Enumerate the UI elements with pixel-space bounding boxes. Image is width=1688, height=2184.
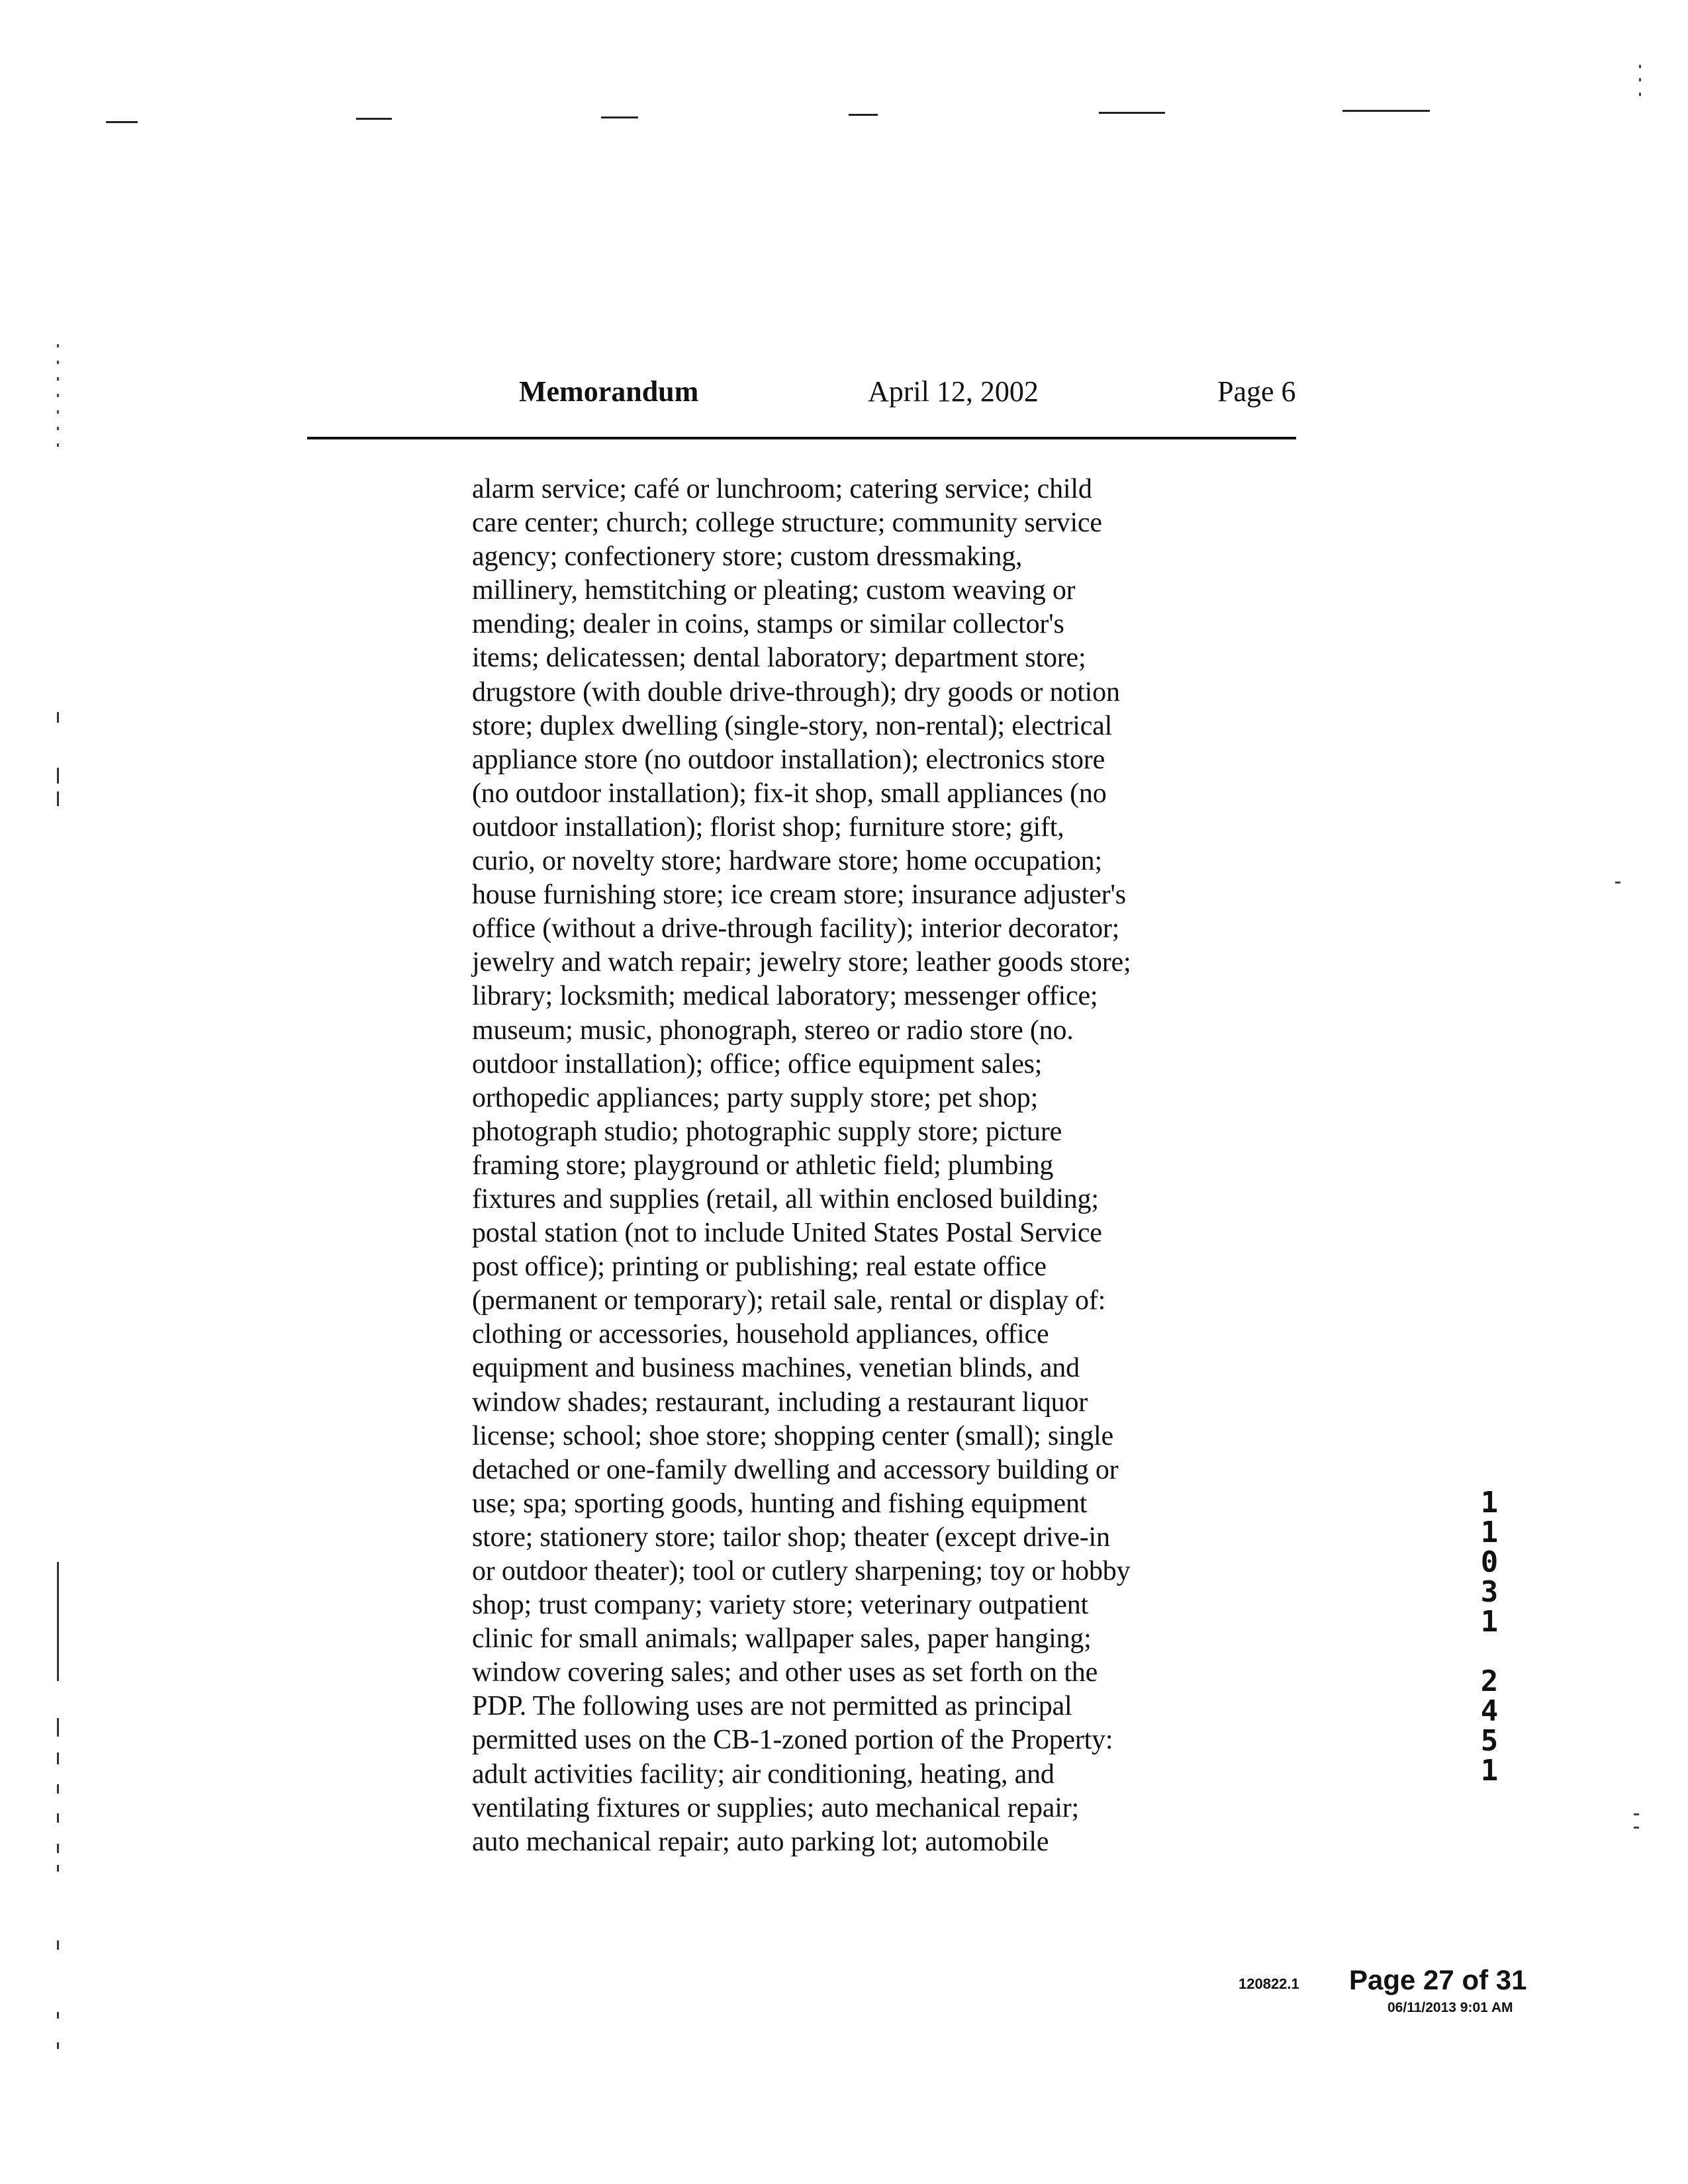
body-line: window covering sales; and other uses as set forth on the [472, 1657, 1098, 1688]
scan-mark [1342, 110, 1430, 112]
body-line: jewelry and watch repair; jewelry store; leather goods store; [472, 947, 1131, 978]
scan-mark [1639, 93, 1641, 96]
scan-mark [57, 1940, 59, 1950]
scan-mark [57, 1562, 59, 1681]
body-line: (permanent or temporary); retail sale, rental or display of: [472, 1285, 1106, 1316]
scan-mark [106, 121, 138, 123]
scan-mark [57, 712, 59, 723]
scan-mark [1634, 1827, 1639, 1829]
scan-mark [57, 1784, 59, 1794]
scan-mark [356, 118, 392, 120]
scan-mark [57, 1844, 59, 1853]
body-line: millinery, hemstitching or pleating; custom weaving or [472, 575, 1076, 606]
header-title: Memorandum [519, 375, 699, 408]
body-line: photograph studio; photographic supply store; picture [472, 1116, 1062, 1147]
body-line: care center; church; college structure; community service [472, 508, 1102, 539]
scan-mark [57, 1865, 59, 1872]
header-rule [307, 437, 1296, 439]
header-page-number: Page 6 [1217, 375, 1296, 408]
body-line: license; school; shoe store; shopping center (small); single [472, 1420, 1113, 1451]
body-line: window shades; restaurant, including a restaurant liquor [472, 1387, 1088, 1418]
body-line: auto mechanical repair; auto parking lot; automobile [472, 1826, 1049, 1857]
body-line: house furnishing store; ice cream store; insurance adjuster's [472, 880, 1126, 911]
body-line: post office); printing or publishing; real estate office [472, 1251, 1047, 1283]
scan-mark [57, 792, 59, 806]
page-counter: Page 27 of 31 [1349, 1964, 1527, 1995]
body-line: office (without a drive-through facility); interior decorator; [472, 913, 1120, 944]
body-line: fixtures and supplies (retail, all within enclosed building; [472, 1183, 1099, 1214]
body-line: alarm service; café or lunchroom; catering service; child [472, 474, 1092, 504]
document-code: 120822.1 [1239, 1976, 1299, 1992]
body-line: framing store; playground or athletic field; plumbing [472, 1150, 1054, 1181]
scan-mark [57, 377, 59, 381]
scan-mark [57, 2012, 59, 2019]
body-line: store; duplex dwelling (single-story, non-rental); electrical [472, 710, 1113, 741]
body-line: permitted uses on the CB-1-zoned portion of the Property: [472, 1725, 1113, 1756]
body-line: adult activities facility; air conditioning, heating, and [472, 1758, 1055, 1790]
body-line: items; delicatessen; dental laboratory; department store; [472, 643, 1086, 674]
body-line: equipment and business machines, venetian blinds, and [472, 1353, 1080, 1384]
scan-mark [1634, 1813, 1639, 1815]
body-paragraph [472, 473, 1187, 1859]
body-line: clinic for small animals; wallpaper sales, paper hanging; [472, 1623, 1092, 1655]
body-line: or outdoor theater); tool or cutlery sharpening; toy or hobby [472, 1556, 1131, 1586]
body-line: appliance store (no outdoor installation); electronics store [472, 744, 1105, 775]
document-number-stamp: 1 1 0 3 1 2 4 5 1 [1480, 1486, 1499, 1788]
body-line: (no outdoor installation); fix-it shop, small appliances (no [472, 778, 1107, 809]
scan-mark [1639, 65, 1641, 68]
scan-mark [601, 116, 638, 118]
body-line: orthopedic appliances; party supply store; pet shop; [472, 1082, 1039, 1113]
scan-mark [1639, 78, 1641, 81]
body-line: curio, or novelty store; hardware store; home occupation; [472, 846, 1102, 877]
print-timestamp: 06/11/2013 9:01 AM [1387, 2000, 1513, 2015]
body-line: postal station (not to include United States Postal Service [472, 1218, 1102, 1249]
body-line: PDP. The following uses are not permitted as principal [472, 1691, 1072, 1722]
scan-mark [57, 344, 59, 347]
scan-mark [1099, 112, 1165, 114]
body-line: store; stationery store; tailor shop; theater (except drive-in [472, 1522, 1110, 1553]
body-line: mending; dealer in coins, stamps or similar collector's [472, 609, 1064, 640]
body-line: drugstore (with double drive-through); dry goods or notion [472, 676, 1120, 707]
body-line: library; locksmith; medical laboratory; messenger office; [472, 981, 1098, 1012]
body-line: shop; trust company; variety store; veterinary outpatient [472, 1590, 1089, 1621]
scan-mark [57, 1752, 59, 1764]
scan-mark [57, 1718, 59, 1737]
body-line: detached or one-family dwelling and accessory building or [472, 1454, 1119, 1485]
body-line: clothing or accessories, household appliances, office [472, 1319, 1049, 1350]
body-line: ventilating fixtures or supplies; auto mechanical repair; [472, 1792, 1079, 1823]
scan-mark [57, 394, 59, 397]
scan-mark [57, 361, 59, 364]
body-line: museum; music, phonograph, stereo or radio store (no. [472, 1015, 1074, 1046]
scan-mark [57, 2042, 59, 2049]
body-line: use; spa; sporting goods, hunting and fishing equipment [472, 1488, 1088, 1519]
body-line: outdoor installation); florist shop; furniture store; gift, [472, 811, 1064, 842]
body-line: outdoor installation); office; office equipment sales; [472, 1048, 1043, 1079]
scan-mark [1615, 882, 1620, 884]
header-date: April 12, 2002 [868, 375, 1039, 408]
body-line: agency; confectionery store; custom dressmaking, [472, 541, 1023, 572]
scan-mark [57, 443, 59, 447]
scan-mark [57, 410, 59, 414]
scan-mark [57, 1813, 59, 1823]
scan-mark [849, 114, 878, 116]
scan-mark [57, 768, 59, 784]
scan-mark [57, 427, 59, 430]
